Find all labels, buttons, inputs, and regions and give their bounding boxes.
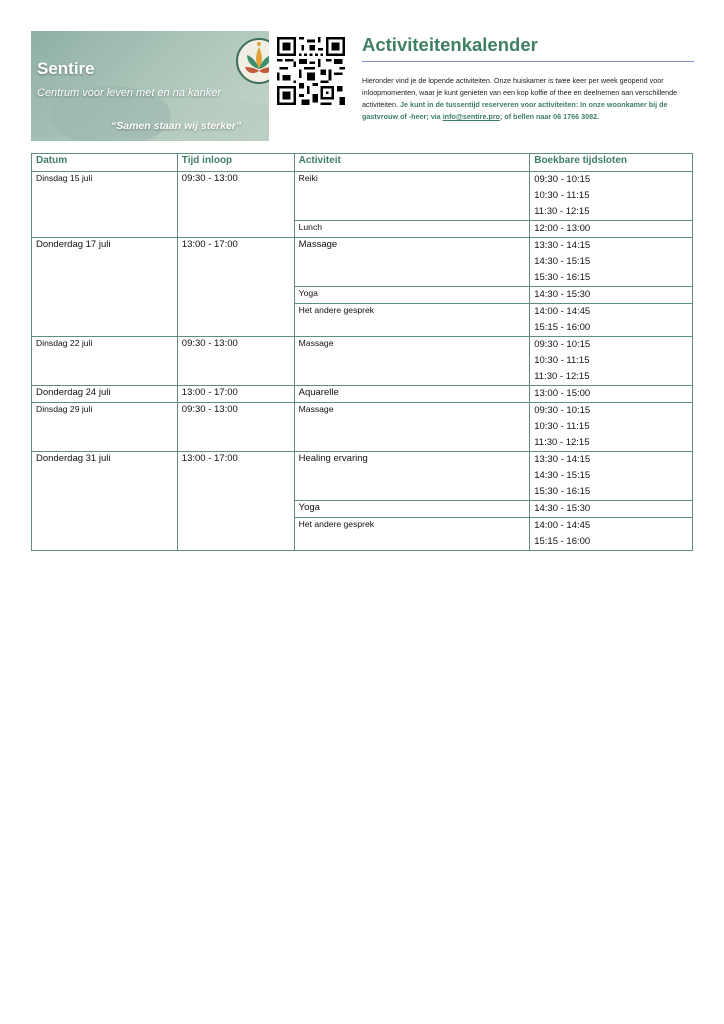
slots-cell (530, 238, 693, 287)
table-row (32, 386, 693, 403)
time-slot[interactable]: 13:00 - 15:00 (534, 388, 591, 399)
time-slot[interactable]: 11:30 - 12:15 (534, 206, 590, 217)
time-cell: 13:00 - 17:00 (177, 238, 294, 337)
intro-highlight (362, 100, 668, 121)
date-cell: Dinsdag 15 juli (32, 172, 178, 238)
slots-cell (530, 386, 693, 403)
slots-cell (530, 304, 693, 337)
activity-cell: Aquarelle (294, 386, 530, 403)
time-slot[interactable]: 09:30 - 10:15 (534, 339, 591, 350)
slots-cell (530, 337, 693, 386)
sentire-banner (31, 31, 269, 141)
intro-text: Hieronder vind je de lopende activiteiten. Onze huiskamer is twee keer per week geopend voor inloopmomenten, waar je kunt genieten van een kop koffie of thee en deelnemen aan verschillende activiteiten. (362, 76, 678, 109)
time-slot[interactable]: 10:30 - 11:15 (534, 421, 590, 432)
time-slot[interactable]: 10:30 - 11:15 (534, 190, 590, 201)
time-slot[interactable]: 14:30 - 15:15 (534, 470, 591, 481)
column-header-datum: Datum (32, 154, 178, 172)
activity-cell: Yoga (294, 501, 530, 518)
time-slot[interactable]: 11:30 - 12:15 (534, 371, 590, 382)
table-header-row (32, 154, 693, 172)
time-slot[interactable]: 15:30 - 16:15 (534, 486, 591, 497)
time-slot[interactable]: 15:15 - 16:00 (534, 536, 591, 547)
brand-name: Sentire (37, 59, 95, 78)
page-title: Activiteitenkalender (362, 34, 538, 55)
time-slot[interactable]: 15:30 - 16:15 (534, 272, 591, 283)
column-header-tijdsloten: Boekbare tijdsloten (530, 154, 693, 172)
column-header-activiteit: Activiteit (294, 154, 530, 172)
activity-cell: Het andere gesprek (294, 518, 530, 551)
time-slot[interactable]: 12:00 - 13:00 (534, 223, 591, 234)
activity-cell: Yoga (294, 287, 530, 304)
time-slot[interactable]: 14:30 - 15:30 (534, 289, 591, 300)
intro-paragraph (362, 75, 696, 123)
qr-code-icon[interactable] (277, 37, 345, 105)
activity-cell: Reiki (294, 172, 530, 221)
slots-cell (530, 518, 693, 551)
date-cell: Donderdag 17 juli (32, 238, 178, 337)
time-slot[interactable]: 14:30 - 15:15 (534, 256, 591, 267)
intro-tail-text: ; of bellen naar 06 1766 3082. (500, 112, 600, 121)
slots-cell (530, 501, 693, 518)
brand-tagline: Centrum voor leven met en na kanker (37, 87, 222, 99)
time-slot[interactable]: 13:30 - 14:15 (534, 240, 591, 251)
time-cell: 13:00 - 17:00 (177, 452, 294, 551)
slots-cell (530, 287, 693, 304)
table-row (32, 337, 693, 386)
intro-highlight-text: Je kunt in de tussentijd reserveren voor activiteiten: In onze woonkamer bij de gastvrouw of -heer; via (362, 100, 668, 121)
time-slot[interactable]: 14:00 - 14:45 (534, 306, 591, 317)
date-cell: Donderdag 24 juli (32, 386, 178, 403)
column-header-tijd-inloop: Tijd inloop (177, 154, 294, 172)
slots-cell (530, 452, 693, 501)
time-slot[interactable]: 14:00 - 14:45 (534, 520, 591, 531)
time-cell: 13:00 - 17:00 (177, 386, 294, 403)
time-slot[interactable]: 10:30 - 11:15 (534, 355, 590, 366)
time-slot[interactable]: 11:30 - 12:15 (534, 437, 590, 448)
time-slot[interactable]: 14:30 - 15:30 (534, 503, 591, 514)
table-row (32, 403, 693, 452)
activity-cell: Het andere gesprek (294, 304, 530, 337)
time-cell: 09:30 - 13:00 (177, 403, 294, 452)
table-row (32, 452, 693, 501)
date-cell: Dinsdag 29 juli (32, 403, 178, 452)
slots-cell (530, 403, 693, 452)
date-cell: Dinsdag 22 juli (32, 337, 178, 386)
activity-cell: Massage (294, 337, 530, 386)
time-cell: 09:30 - 13:00 (177, 337, 294, 386)
table-row (32, 172, 693, 221)
date-cell: Donderdag 31 juli (32, 452, 178, 551)
time-slot[interactable]: 13:30 - 14:15 (534, 454, 591, 465)
time-cell: 09:30 - 13:00 (177, 172, 294, 238)
title-divider (362, 61, 694, 62)
activity-cell: Healing ervaring (294, 452, 530, 501)
activity-table (31, 153, 693, 551)
slots-cell (530, 172, 693, 221)
time-slot[interactable]: 15:15 - 16:00 (534, 322, 591, 333)
activity-cell: Massage (294, 238, 530, 287)
time-slot[interactable]: 09:30 - 10:15 (534, 405, 591, 416)
brand-motto: “Samen staan wij sterker” (111, 120, 242, 132)
time-slot[interactable]: 09:30 - 10:15 (534, 174, 591, 185)
activity-cell: Massage (294, 403, 530, 452)
slots-cell (530, 221, 693, 238)
table-row (32, 238, 693, 287)
lotus-logo-icon (235, 37, 269, 85)
email-link[interactable]: info@sentire.pro (442, 112, 501, 121)
activity-cell: Lunch (294, 221, 530, 238)
